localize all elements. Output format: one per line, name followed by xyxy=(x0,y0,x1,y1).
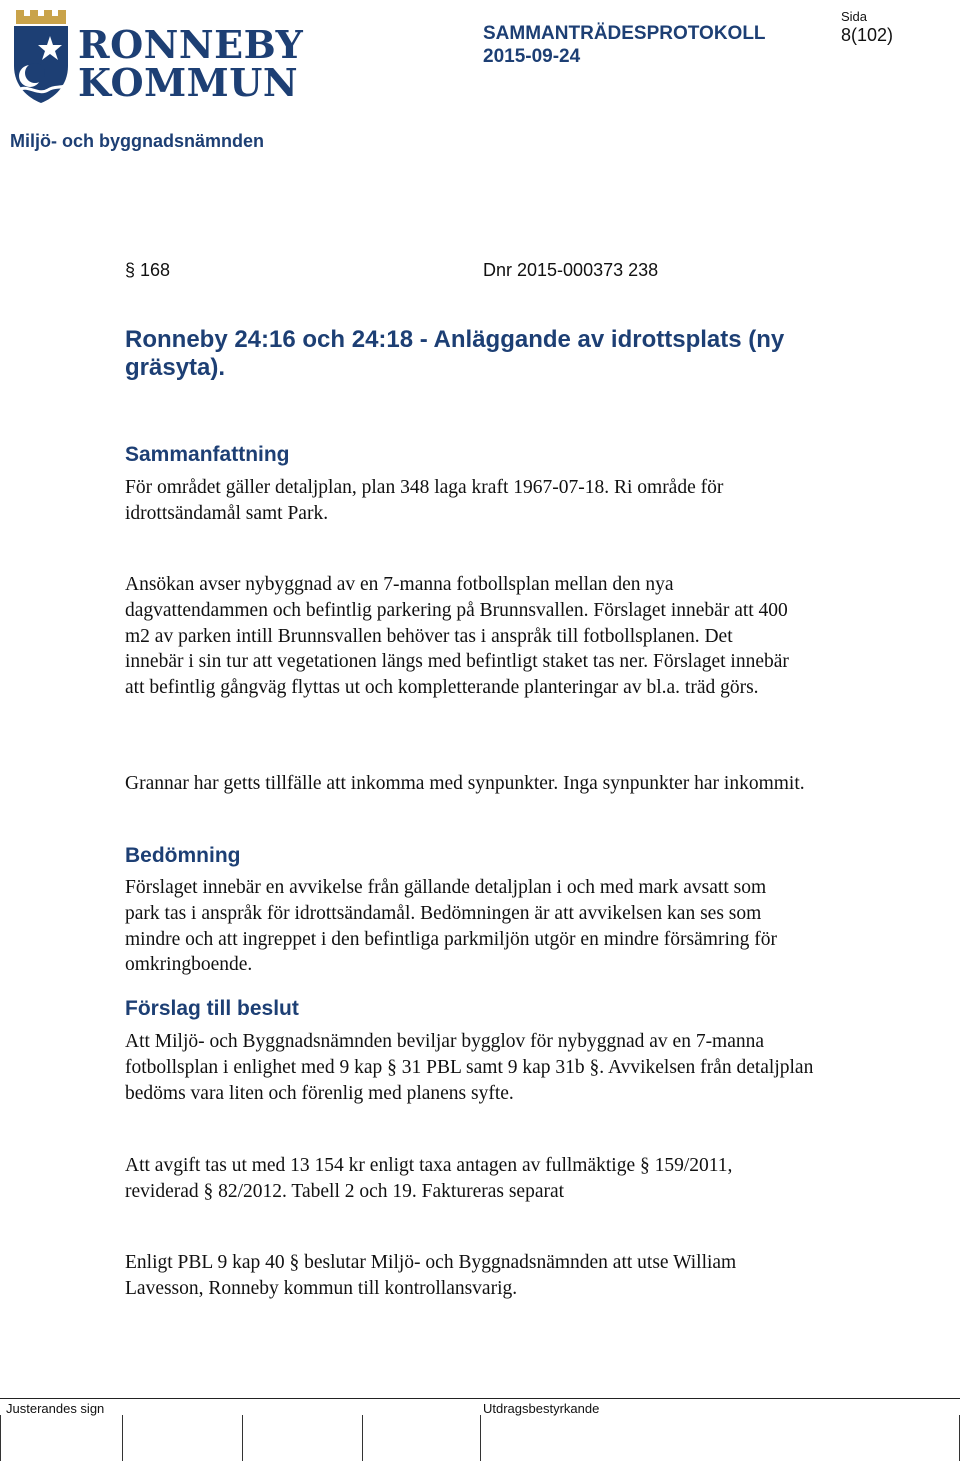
proposal-paragraph-1: Att Miljö- och Byggnadsnämnden beviljar bygglov för nybyggnad av en 7-manna fotbollsplan i enlighet med 9 kap § 31 PBL samt 9 kap 31b §. Avvikelsen från detaljplan bedöms vara liten och förenlig med planens syfte. xyxy=(125,1031,814,1104)
adjuster-sign-label: Justerandes sign xyxy=(6,1401,105,1416)
sign-box-divider xyxy=(122,1415,123,1461)
proposal-heading: Förslag till beslut xyxy=(125,997,299,1020)
summary-paragraph-3: Grannar har getts tillfälle att inkomma med synpunkter. Inga synpunkter har inkommit. xyxy=(125,773,805,794)
meeting-date: 2015-09-24 xyxy=(483,46,581,67)
summary-heading: Sammanfattning xyxy=(125,443,290,466)
sign-box-divider xyxy=(242,1415,243,1461)
document-type: SAMMANTRÄDESPROTOKOLL xyxy=(483,23,766,44)
logo-line-1: RONNEBY xyxy=(78,22,304,67)
assessment-heading: Bedömning xyxy=(125,844,241,867)
summary-paragraph-1: För området gäller detaljplan, plan 348 laga kraft 1967-07-18. Ri område för idrottsändamål samt Park. xyxy=(125,477,724,524)
sign-box-divider xyxy=(0,1415,1,1461)
logo-wordmark xyxy=(78,22,304,105)
committee-name: Miljö- och byggnadsnämnden xyxy=(10,131,265,151)
sign-box-divider xyxy=(480,1415,481,1461)
page-label: Sida xyxy=(841,9,868,24)
assessment-paragraph: Förslaget innebär en avvikelse från gällande detaljplan i och med mark avsatt som park tas i anspråk för idrottsändamål. Bedömningen är att avvikelsen kan ses som mindre och att ingreppet i den befintliga parkmiljön utgör en mindre försämring för omkringboende. xyxy=(125,877,777,976)
paragraph-number: § 168 xyxy=(125,260,171,280)
case-title: Ronneby 24:16 och 24:18 - Anläggande av idrottsplats (ny gräsyta). xyxy=(125,326,785,381)
sign-box-divider xyxy=(362,1415,363,1461)
coat-of-arms-icon xyxy=(10,4,72,104)
logo-line-2: KOMMUN xyxy=(78,60,299,105)
page-number: 8(102) xyxy=(841,25,894,45)
case-dnr: Dnr 2015-000373 238 xyxy=(483,260,659,280)
proposal-paragraph-3: Enligt PBL 9 kap 40 § beslutar Miljö- och Byggnadsnämnden att utse William Lavesson, Ronneby kommun till kontrollansvarig. xyxy=(125,1252,737,1299)
certification-label: Utdragsbestyrkande xyxy=(483,1401,600,1416)
signature-footer xyxy=(0,1398,960,1463)
ronneby-kommun-logo xyxy=(10,4,304,105)
summary-paragraph-2: Ansökan avser nybyggnad av en 7-manna fotbollsplan mellan den nya dagvattendammen och befintlig parkering på Brunnsvallen. Förslaget innebär att 400 m2 av parken intill Brunnsvallen behöver tas i anspråk till fotbollsplanen. Det innebär i sin tur att vegetationen längs med befintligt staket tas ner. Förslaget innebär att befintlig gångväg flyttas ut och kompletterande planteringar av bl.a. träd görs. xyxy=(125,574,789,699)
proposal-paragraph-2: Att avgift tas ut med 13 154 kr enligt taxa antagen av fullmäktige § 159/2011, reviderad § 82/2012. Tabell 2 och 19. Faktureras separat xyxy=(125,1155,733,1202)
footer-divider xyxy=(0,1398,960,1399)
